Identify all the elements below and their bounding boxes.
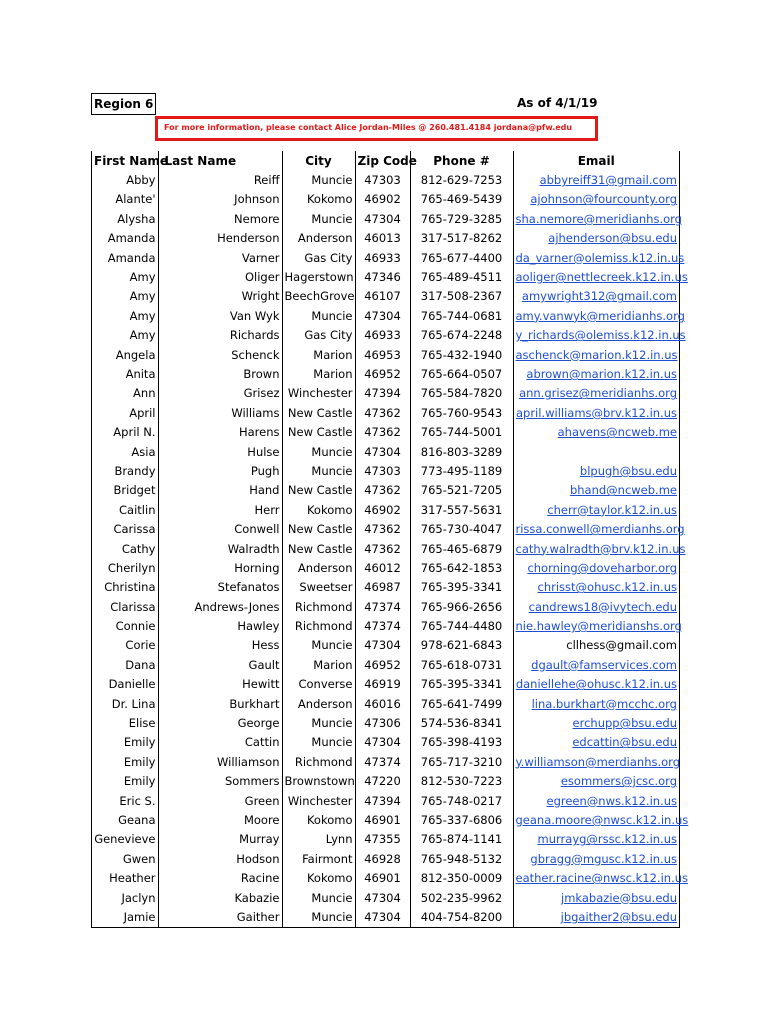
email-link[interactable]: y_richards@olemiss.k12.in.us <box>515 328 686 343</box>
first-name-cell: Amanda <box>92 229 158 248</box>
zip-code-cell: 47346 <box>355 267 410 286</box>
first-name-cell: Gwen <box>92 849 158 868</box>
email-link[interactable]: aoliger@nettlecreek.k12.in.us <box>515 270 688 285</box>
city-cell: Muncie <box>282 209 355 228</box>
email-link[interactable]: eather.racine@nwsc.k12.in.us <box>515 871 689 886</box>
table-row <box>92 326 679 345</box>
phone-cell: 765-641-7499 <box>410 694 513 713</box>
as-of-date: As of 4/1/19 <box>517 96 598 110</box>
zip-code-cell: 46012 <box>355 558 410 577</box>
email-link[interactable]: ajhenderson@bsu.edu <box>548 231 677 246</box>
table-row <box>92 849 679 868</box>
contact-table <box>92 151 689 927</box>
email-link[interactable]: cherr@taylor.k12.in.us <box>547 502 677 517</box>
table-row <box>92 519 679 538</box>
city-cell: Muncie <box>282 636 355 655</box>
table-row <box>92 364 679 383</box>
first-name-cell: Brandy <box>92 461 158 480</box>
phone-cell: 317-557-5631 <box>410 500 513 519</box>
city-cell: Muncie <box>282 442 355 461</box>
email-link[interactable]: ann.grisez@meridianhs.org <box>519 386 677 401</box>
city-cell: New Castle <box>282 403 355 422</box>
phone-cell: 765-469-5439 <box>410 190 513 209</box>
first-name-cell: Angela <box>92 345 158 364</box>
table-row <box>92 229 679 248</box>
column-header-city: City <box>282 151 355 170</box>
last-name-cell: Hawley <box>158 616 282 635</box>
email-link[interactable]: edcattin@bsu.edu <box>572 735 677 750</box>
table-row <box>92 558 679 577</box>
first-name-cell: Heather <box>92 868 158 887</box>
table-row <box>92 791 679 810</box>
table-row <box>92 830 679 849</box>
phone-cell: 765-337-6806 <box>410 810 513 829</box>
email-link[interactable]: y.williamson@merdianhs.org <box>515 754 681 769</box>
zip-code-cell: 47304 <box>355 733 410 752</box>
city-cell: Muncie <box>282 907 355 926</box>
phone-cell: 773-495-1189 <box>410 461 513 480</box>
phone-cell: 812-530-7223 <box>410 772 513 791</box>
city-cell: Kokomo <box>282 810 355 829</box>
last-name-cell: Conwell <box>158 519 282 538</box>
zip-code-cell: 46902 <box>355 190 410 209</box>
phone-cell: 765-748-0217 <box>410 791 513 810</box>
table-row <box>92 733 679 752</box>
city-cell: Muncie <box>282 306 355 325</box>
zip-code-cell: 47394 <box>355 384 410 403</box>
first-name-cell: Bridget <box>92 481 158 500</box>
last-name-cell: Burkhart <box>158 694 282 713</box>
last-name-cell: Harens <box>158 422 282 441</box>
first-name-cell: Clarissa <box>92 597 158 616</box>
table-row <box>92 868 679 887</box>
zip-code-cell: 47362 <box>355 481 410 500</box>
last-name-cell: Sommers <box>158 772 282 791</box>
email-link[interactable]: lina.burkhart@mcchc.org <box>531 696 677 711</box>
table-row <box>92 752 679 771</box>
city-cell: Sweetser <box>282 578 355 597</box>
email-link[interactable]: nie.hawley@meridianshs.org <box>515 619 682 634</box>
last-name-cell: Stefanatos <box>158 578 282 597</box>
last-name-cell: Richards <box>158 326 282 345</box>
zip-code-cell: 47220 <box>355 772 410 791</box>
phone-cell: 574-536-8341 <box>410 713 513 732</box>
phone-cell: 765-395-3341 <box>410 578 513 597</box>
city-cell: Marion <box>282 345 355 364</box>
zip-code-cell: 47304 <box>355 907 410 926</box>
zip-code-cell: 46928 <box>355 849 410 868</box>
zip-code-cell: 47304 <box>355 442 410 461</box>
zip-code-cell: 46901 <box>355 810 410 829</box>
email-link[interactable]: cathy.walradth@brv.k12.in.us <box>515 541 686 556</box>
first-name-cell: Ann <box>92 384 158 403</box>
last-name-cell: Van Wyk <box>158 306 282 325</box>
email-link[interactable]: bhand@ncweb.me <box>569 483 677 498</box>
phone-cell: 765-744-4480 <box>410 616 513 635</box>
table-row <box>92 170 679 189</box>
zip-code-cell: 47355 <box>355 830 410 849</box>
last-name-cell: Horning <box>158 558 282 577</box>
phone-cell: 765-744-5001 <box>410 422 513 441</box>
phone-cell: 978-621-6843 <box>410 636 513 655</box>
table-row <box>92 481 679 500</box>
phone-cell: 502-235-9962 <box>410 888 513 907</box>
first-name-cell: Connie <box>92 616 158 635</box>
last-name-cell: Johnson <box>158 190 282 209</box>
last-name-cell: Williams <box>158 403 282 422</box>
last-name-cell: Andrews-Jones <box>158 597 282 616</box>
phone-cell: 765-642-1853 <box>410 558 513 577</box>
city-cell: New Castle <box>282 539 355 558</box>
city-cell: BeechGrove <box>282 287 355 306</box>
table-row <box>92 306 679 325</box>
last-name-cell: Green <box>158 791 282 810</box>
email-link[interactable]: amy.vanwyk@meridianhs.org <box>515 308 685 323</box>
email-link[interactable]: jbgaither2@bsu.edu <box>560 909 677 924</box>
phone-cell: 765-729-3285 <box>410 209 513 228</box>
first-name-cell: Caitlin <box>92 500 158 519</box>
first-name-cell: Alysha <box>92 209 158 228</box>
table-row <box>92 636 679 655</box>
first-name-cell: Dana <box>92 655 158 674</box>
first-name-cell: Alante' <box>92 190 158 209</box>
phone-cell: 765-398-4193 <box>410 733 513 752</box>
last-name-cell: Hulse <box>158 442 282 461</box>
region-label: Region 6 <box>91 93 156 115</box>
table-row <box>92 655 679 674</box>
city-cell: Anderson <box>282 694 355 713</box>
zip-code-cell: 47374 <box>355 597 410 616</box>
table-row <box>92 578 679 597</box>
phone-cell: 765-730-4047 <box>410 519 513 538</box>
last-name-cell: Wright <box>158 287 282 306</box>
email-link[interactable]: egreen@nws.k12.in.us <box>546 793 677 808</box>
email-link[interactable]: ahavens@ncweb.me <box>557 425 677 440</box>
table-row <box>92 461 679 480</box>
first-name-cell: Emily <box>92 733 158 752</box>
city-cell: Muncie <box>282 733 355 752</box>
last-name-cell: Oliger <box>158 267 282 286</box>
first-name-cell: Emily <box>92 772 158 791</box>
city-cell: Muncie <box>282 713 355 732</box>
first-name-cell: Christina <box>92 578 158 597</box>
phone-cell: 765-489-4511 <box>410 267 513 286</box>
last-name-cell: Nemore <box>158 209 282 228</box>
last-name-cell: Gaither <box>158 907 282 926</box>
table-row <box>92 287 679 306</box>
first-name-cell: Dr. Lina <box>92 694 158 713</box>
first-name-cell: Jamie <box>92 907 158 926</box>
last-name-cell: Henderson <box>158 229 282 248</box>
table-row <box>92 422 679 441</box>
phone-cell: 765-717-3210 <box>410 752 513 771</box>
city-cell: Muncie <box>282 461 355 480</box>
first-name-cell: Asia <box>92 442 158 461</box>
phone-cell: 317-517-8262 <box>410 229 513 248</box>
table-row <box>92 209 679 228</box>
email-link[interactable]: gbragg@mgusc.k12.in.us <box>530 851 677 866</box>
table-row <box>92 248 679 267</box>
email-cell <box>513 442 679 461</box>
last-name-cell: Walradth <box>158 539 282 558</box>
last-name-cell: Gault <box>158 655 282 674</box>
city-cell: Marion <box>282 364 355 383</box>
table-body <box>92 170 689 926</box>
first-name-cell: April <box>92 403 158 422</box>
last-name-cell: Varner <box>158 248 282 267</box>
zip-code-cell: 47306 <box>355 713 410 732</box>
phone-cell: 765-584-7820 <box>410 384 513 403</box>
phone-cell: 765-874-1141 <box>410 830 513 849</box>
table-row <box>92 403 679 422</box>
zip-code-cell: 46902 <box>355 500 410 519</box>
zip-code-cell: 47303 <box>355 461 410 480</box>
email-link[interactable]: chorning@doveharbor.org <box>527 560 677 575</box>
phone-cell: 765-674-2248 <box>410 326 513 345</box>
email-link[interactable]: amywright312@gmail.com <box>521 289 677 304</box>
column-header-phone: Phone # <box>410 151 513 170</box>
phone-cell: 765-966-2656 <box>410 597 513 616</box>
first-name-cell: Amanda <box>92 248 158 267</box>
first-name-cell: April N. <box>92 422 158 441</box>
city-cell: Winchester <box>282 384 355 403</box>
city-cell: Hagerstown <box>282 267 355 286</box>
table-row <box>92 713 679 732</box>
last-name-cell: George <box>158 713 282 732</box>
last-name-cell: Moore <box>158 810 282 829</box>
zip-code-cell: 47362 <box>355 422 410 441</box>
first-name-cell: Emily <box>92 752 158 771</box>
email-link[interactable]: ajohnson@fourcounty.org <box>530 192 677 207</box>
column-header-first-name: First Name <box>92 151 158 170</box>
email-link[interactable]: candrews18@ivytech.edu <box>528 599 677 614</box>
zip-code-cell: 46901 <box>355 868 410 887</box>
first-name-cell: Elise <box>92 713 158 732</box>
zip-code-cell: 46013 <box>355 229 410 248</box>
zip-code-cell: 47304 <box>355 636 410 655</box>
city-cell: Richmond <box>282 752 355 771</box>
email-link[interactable]: daniellehe@ohusc.k12.in.us <box>515 677 677 692</box>
first-name-cell: Anita <box>92 364 158 383</box>
zip-code-cell: 46952 <box>355 364 410 383</box>
last-name-cell: Kabazie <box>158 888 282 907</box>
email-link[interactable]: dgault@famservices.com <box>531 657 677 672</box>
city-cell: Muncie <box>282 888 355 907</box>
first-name-cell: Amy <box>92 306 158 325</box>
first-name-cell: Jaclyn <box>92 888 158 907</box>
zip-code-cell: 46919 <box>355 675 410 694</box>
zip-code-cell: 46953 <box>355 345 410 364</box>
table-row <box>92 694 679 713</box>
city-cell: Kokomo <box>282 190 355 209</box>
table-row <box>92 267 679 286</box>
zip-code-cell: 47304 <box>355 888 410 907</box>
first-name-cell: Cathy <box>92 539 158 558</box>
table-row <box>92 616 679 635</box>
email-link[interactable]: esommers@jcsc.org <box>560 774 677 789</box>
email-link[interactable]: blpugh@bsu.edu <box>579 463 677 478</box>
zip-code-cell: 47303 <box>355 170 410 189</box>
city-cell: Muncie <box>282 170 355 189</box>
zip-code-cell: 47374 <box>355 752 410 771</box>
email-link[interactable]: erchupp@bsu.edu <box>572 716 677 731</box>
city-cell: Marion <box>282 655 355 674</box>
last-name-cell: Reiff <box>158 170 282 189</box>
email-link[interactable]: april.williams@brv.k12.in.us <box>515 405 677 420</box>
city-cell: Richmond <box>282 597 355 616</box>
first-name-cell: Corie <box>92 636 158 655</box>
first-name-cell: Eric S. <box>92 791 158 810</box>
last-name-cell: Hess <box>158 636 282 655</box>
phone-cell: 765-760-9543 <box>410 403 513 422</box>
zip-code-cell: 47362 <box>355 403 410 422</box>
zip-code-cell: 47362 <box>355 539 410 558</box>
city-cell: Richmond <box>282 616 355 635</box>
phone-cell: 765-948-5132 <box>410 849 513 868</box>
city-cell: Lynn <box>282 830 355 849</box>
first-name-cell: Abby <box>92 170 158 189</box>
email-link[interactable]: abbyreiff31@gmail.com <box>539 173 677 188</box>
column-header-email: Email <box>577 153 615 168</box>
last-name-cell: Williamson <box>158 752 282 771</box>
table-row <box>92 675 679 694</box>
last-name-cell: Hewitt <box>158 675 282 694</box>
last-name-cell: Schenck <box>158 345 282 364</box>
table-row <box>92 810 679 829</box>
table-header-row <box>92 151 679 170</box>
contact-table-container <box>91 151 689 928</box>
email-cell: cllhess@gmail.com <box>566 638 677 653</box>
last-name-cell: Brown <box>158 364 282 383</box>
zip-code-cell: 47304 <box>355 209 410 228</box>
table-row <box>92 345 679 364</box>
table-row <box>92 500 679 519</box>
city-cell: Gas City <box>282 248 355 267</box>
zip-code-cell: 46933 <box>355 326 410 345</box>
last-name-cell: Pugh <box>158 461 282 480</box>
zip-code-cell: 47394 <box>355 791 410 810</box>
phone-cell: 765-432-1940 <box>410 345 513 364</box>
city-cell: New Castle <box>282 519 355 538</box>
last-name-cell: Racine <box>158 868 282 887</box>
last-name-cell: Murray <box>158 830 282 849</box>
city-cell: Converse <box>282 675 355 694</box>
first-name-cell: Cherilyn <box>92 558 158 577</box>
city-cell: Anderson <box>282 229 355 248</box>
last-name-cell: Cattin <box>158 733 282 752</box>
city-cell: Winchester <box>282 791 355 810</box>
last-name-cell: Grisez <box>158 384 282 403</box>
column-header-zip-code: Zip Code <box>355 151 410 170</box>
email-link[interactable]: rissa.conwell@merdianhs.org <box>515 522 685 537</box>
email-link[interactable]: da_varner@olemiss.k12.in.us <box>515 250 685 265</box>
zip-code-cell: 46933 <box>355 248 410 267</box>
last-name-cell: Hodson <box>158 849 282 868</box>
table-row <box>92 888 679 907</box>
city-cell: New Castle <box>282 422 355 441</box>
city-cell: Kokomo <box>282 500 355 519</box>
phone-cell: 765-744-0681 <box>410 306 513 325</box>
email-link[interactable]: chrisst@ohusc.k12.in.us <box>537 580 677 595</box>
table-row <box>92 772 679 791</box>
phone-cell: 765-465-6879 <box>410 539 513 558</box>
last-name-cell: Herr <box>158 500 282 519</box>
phone-cell: 765-664-0507 <box>410 364 513 383</box>
zip-code-cell: 47374 <box>355 616 410 635</box>
zip-code-cell: 47362 <box>355 519 410 538</box>
first-name-cell: Carissa <box>92 519 158 538</box>
table-row <box>92 442 679 461</box>
phone-cell: 765-521-7205 <box>410 481 513 500</box>
contact-notice-box <box>155 116 598 141</box>
phone-cell: 812-629-7253 <box>410 170 513 189</box>
email-link[interactable]: jmkabazie@bsu.edu <box>561 890 677 905</box>
column-header-last-name: Last Name <box>158 151 282 170</box>
zip-code-cell: 46987 <box>355 578 410 597</box>
city-cell: New Castle <box>282 481 355 500</box>
city-cell: Fairmont <box>282 849 355 868</box>
table-row <box>92 539 679 558</box>
email-link[interactable]: geana.moore@nwsc.k12.in.us <box>515 812 689 827</box>
table-row <box>92 907 679 926</box>
first-name-cell: Amy <box>92 287 158 306</box>
zip-code-cell: 46952 <box>355 655 410 674</box>
zip-code-cell: 46016 <box>355 694 410 713</box>
first-name-cell: Geana <box>92 810 158 829</box>
city-cell: Brownstown <box>282 772 355 791</box>
phone-cell: 404-754-8200 <box>410 907 513 926</box>
city-cell: Gas City <box>282 326 355 345</box>
first-name-cell: Amy <box>92 267 158 286</box>
zip-code-cell: 47304 <box>355 306 410 325</box>
phone-cell: 812-350-0009 <box>410 868 513 887</box>
phone-cell: 317-508-2367 <box>410 287 513 306</box>
city-cell: Kokomo <box>282 868 355 887</box>
phone-cell: 765-618-0731 <box>410 655 513 674</box>
table-row <box>92 190 679 209</box>
contact-notice-text: For more information, please contact Alice Jordan-Miles @ 260.481.4184 jordana@pfw.edu <box>164 123 573 132</box>
phone-cell: 765-677-4400 <box>410 248 513 267</box>
phone-cell: 765-395-3341 <box>410 675 513 694</box>
city-cell: Anderson <box>282 558 355 577</box>
email-link[interactable]: murrayg@rssc.k12.in.us <box>537 832 677 847</box>
phone-cell: 816-803-3289 <box>410 442 513 461</box>
first-name-cell: Amy <box>92 326 158 345</box>
zip-code-cell: 46107 <box>355 287 410 306</box>
last-name-cell: Hand <box>158 481 282 500</box>
email-link[interactable]: aschenck@marion.k12.in.us <box>515 347 678 362</box>
table-row <box>92 384 679 403</box>
first-name-cell: Danielle <box>92 675 158 694</box>
table-row <box>92 597 679 616</box>
email-link[interactable]: sha.nemore@meridianhs.org <box>515 211 682 226</box>
first-name-cell: Genevieve <box>92 830 158 849</box>
email-link[interactable]: abrown@marion.k12.in.us <box>526 366 677 381</box>
